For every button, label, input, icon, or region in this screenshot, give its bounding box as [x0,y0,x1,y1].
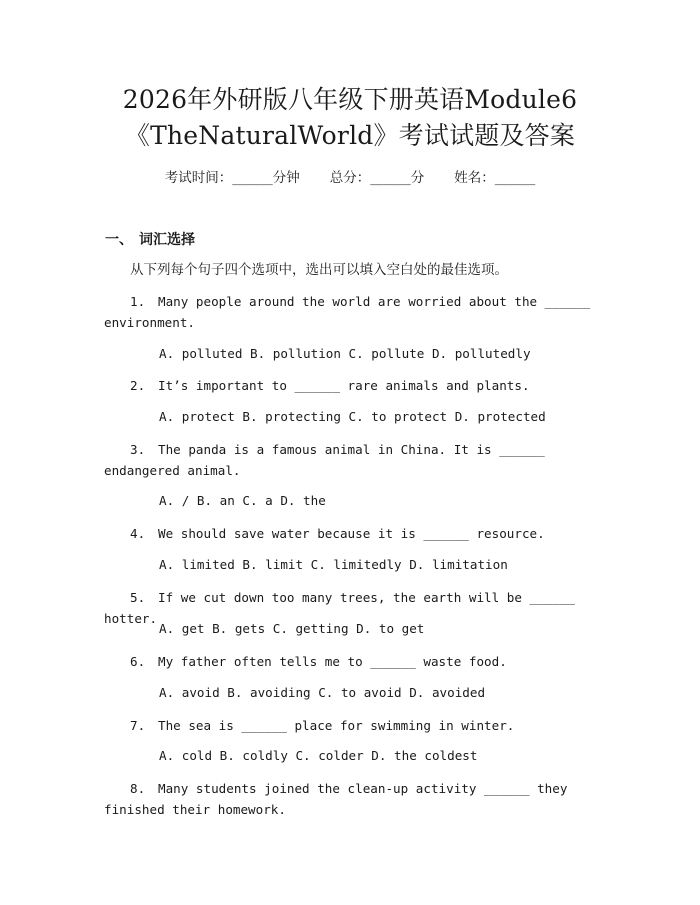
question-8 [104,778,600,820]
question-text: We should save water because it is ______ resource. [158,526,545,541]
question-text: Many people around the world are worried about the ______ environment. [104,294,591,330]
question-text: My father often tells me to ______ waste food. [158,654,507,669]
exam-meta [0,168,700,188]
time-field: 考试时间：______分钟 [164,170,300,186]
page-title-line-1: 2026年外研版八年级下册英语Module6 [122,85,578,114]
question-2-options: A. protect B. protecting C. to protect D. protected [159,409,546,424]
question-number: 1. [130,294,146,309]
question-number: 6. [130,654,146,669]
question-6-options: A. avoid B. avoiding C. to avoid D. avoided [159,685,486,700]
question-7-options: A. cold B. coldly C. colder D. the coldest [159,748,478,763]
question-number: 5. [130,590,146,605]
question-number: 7. [130,718,146,733]
question-text: It’s important to ______ rare animals and plants. [158,378,530,393]
question-number: 4. [130,526,146,541]
question-text: The sea is ______ place for swimming in winter. [158,718,515,733]
name-field: 姓名：______ [454,170,536,186]
section-instruction: 从下列每个句子四个选项中，选出可以填入空白处的最佳选项。 [130,262,508,278]
question-text: If we cut down too many trees, the earth will be ______ hotter. [104,590,576,626]
question-1-options: A. polluted B. pollution C. pollute D. pollutedly [159,346,531,361]
score-field: 总分：______分 [329,170,425,186]
section-heading [105,230,195,250]
question-number: 2. [130,378,146,393]
question-5-options: A. get B. gets C. getting D. to get [159,621,425,636]
section-number: 一、 [105,232,133,248]
section-title: 词汇选择 [139,232,195,248]
question-4-options: A. limited B. limit C. limitedly D. limitation [159,557,508,572]
question-number: 8. [130,781,146,796]
page-title-line-2: 《TheNaturalWorld》考试试题及答案 [124,121,576,150]
question-4 [104,523,600,544]
question-3 [104,439,600,481]
question-7 [104,715,600,736]
question-number: 3. [130,442,146,457]
question-3-options: A. / B. an C. a D. the [159,493,326,508]
question-1 [104,291,600,333]
question-2 [104,375,600,396]
question-text: The panda is a famous animal in China. It is ______ endangered animal. [104,442,545,478]
question-text: Many students joined the clean-up activity ______ they finished their homework. [104,781,568,817]
question-6 [104,651,600,672]
